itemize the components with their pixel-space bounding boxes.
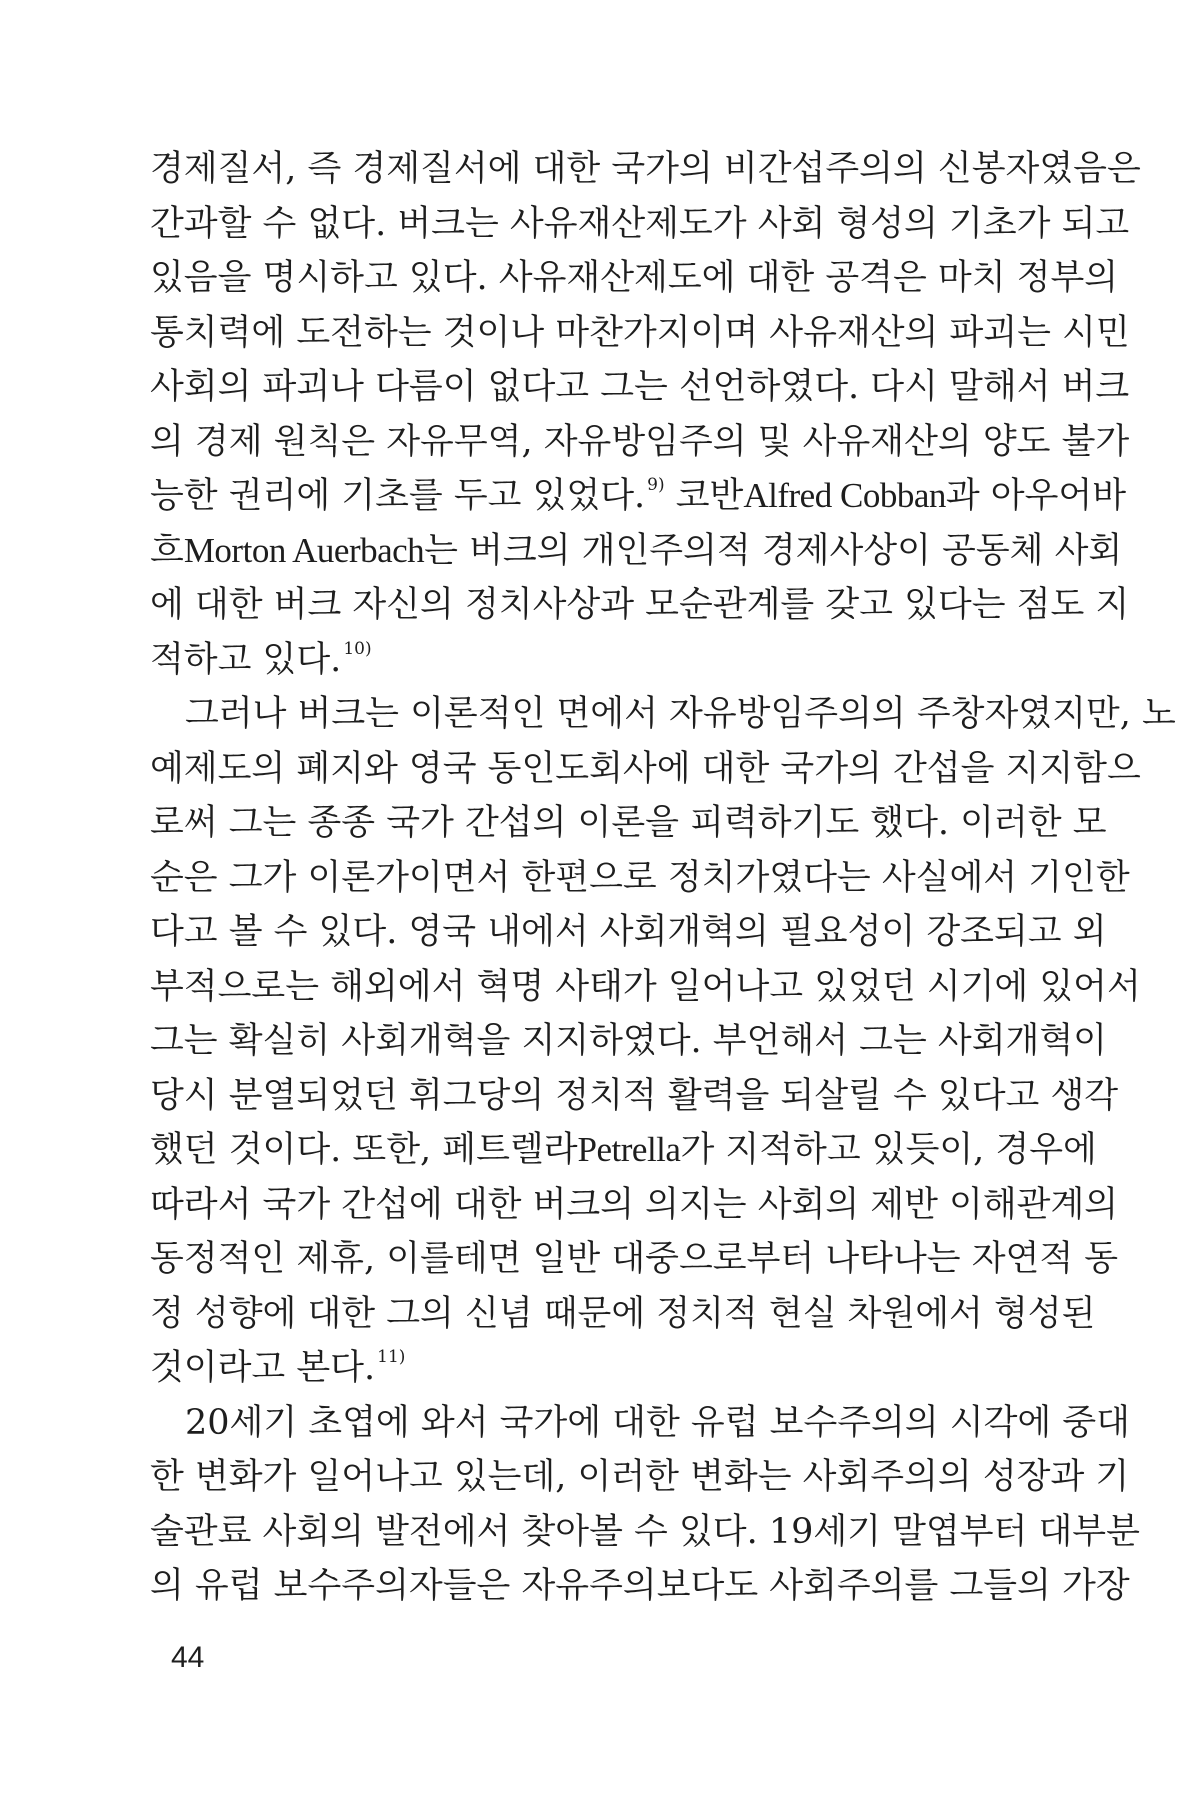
text-segment: 적하고 있다. — [150, 639, 342, 680]
text-line: 따라서 국가 간섭에 대한 버크의 의지는 사회의 제반 이해관계의 — [150, 1184, 1119, 1225]
text-segment: 가 지적하고 있듯이, 경우에 — [680, 1130, 1097, 1170]
text-line: 그러나 버크는 이론적인 면에서 자유방임주의의 주창자였지만, 노 — [185, 694, 1176, 734]
text-line: 20세기 초엽에 와서 국가에 대한 유럽 보수주의의 시각에 중대 — [185, 1402, 1130, 1443]
text-line: 당시 분열되었던 휘그당의 정치적 활력을 되살릴 수 있다고 생각 — [150, 1075, 1119, 1116]
text-line: 그는 확실히 사회개혁을 지지하였다. 부언해서 그는 사회개혁이 — [150, 1021, 1107, 1061]
text-line: 예제도의 폐지와 영국 동인도회사에 대한 국가의 간섭을 지지함으 — [150, 748, 1141, 789]
page-number: 44 — [171, 1641, 205, 1674]
text-segment: 과 아우어바 — [945, 476, 1127, 516]
paragraph-1 — [150, 142, 1141, 687]
text-line: 다고 볼 수 있다. 영국 내에서 사회개혁의 필요성이 강조되고 외 — [150, 912, 1107, 952]
text-line: 있음을 명시하고 있다. 사유재산제도에 대한 공격은 마치 정부의 — [150, 258, 1119, 298]
foreign-name: Morton Auerbach — [183, 530, 425, 570]
text-line: 정 성향에 대한 그의 신념 때문에 정치적 현실 차원에서 형성된 — [150, 1293, 1096, 1334]
paragraph-3 — [150, 1396, 1140, 1614]
text-line — [150, 469, 1127, 524]
text-line: 간과할 수 없다. 버크는 사유재산제도가 사회 형성의 기초가 되고 — [150, 203, 1130, 244]
text-line: 에 대한 버크 자신의 정치사상과 모순관계를 갖고 있다는 점도 지 — [150, 585, 1130, 625]
text-line: 의 유럽 보수주의자들은 자유주의보다도 사회주의를 그들의 가장 — [150, 1566, 1130, 1606]
footnote-ref-10: 10) — [343, 638, 372, 659]
text-line — [150, 1123, 1097, 1178]
text-line: 의 경제 원칙은 자유무역, 자유방임주의 및 사유재산의 양도 불가 — [150, 421, 1130, 462]
text-line: 경제질서, 즉 경제질서에 대한 국가의 비간섭주의의 신봉자였음은 — [150, 149, 1141, 189]
text-segment: 했던 것이다. 또한, 페트렐라 — [150, 1130, 578, 1170]
foreign-name: Alfred Cobban — [743, 476, 946, 515]
text-line: 부적으로는 해외에서 혁명 사태가 일어나고 있었던 시기에 있어서 — [150, 966, 1141, 1007]
text-line: 술관료 사회의 발전에서 찾아볼 수 있다. 19세기 말엽부터 대부분 — [150, 1511, 1140, 1552]
body-text — [150, 142, 1176, 1614]
text-line — [150, 633, 1050, 688]
text-line — [150, 1341, 1050, 1396]
text-segment: 능한 권리에 기초를 두고 있었다. — [150, 476, 646, 516]
paragraph-2 — [150, 687, 1176, 1396]
text-segment: 흐 — [150, 530, 184, 571]
foreign-name: Petrella — [577, 1130, 681, 1169]
text-segment: 것이라고 본다. — [150, 1348, 376, 1388]
text-line: 동정적인 제휴, 이를테면 일반 대중으로부터 나타나는 자연적 동 — [150, 1239, 1119, 1279]
text-line — [150, 524, 1123, 579]
text-line: 한 변화가 일어나고 있는데, 이러한 변화는 사회주의의 성장과 기 — [150, 1457, 1130, 1497]
text-line: 순은 그가 이론가이면서 한편으로 정치가였다는 사실에서 기인한 — [150, 857, 1130, 898]
text-line: 사회의 파괴나 다름이 없다고 그는 선언하였다. 다시 말해서 버크 — [150, 367, 1130, 407]
text-line: 로써 그는 종종 국가 간섭의 이론을 피력하기도 했다. 이러한 모 — [150, 803, 1107, 843]
text-segment: 는 버크의 개인주의적 경제사상이 공동체 사회 — [424, 530, 1123, 571]
footnote-ref-11: 11) — [377, 1347, 406, 1367]
footnote-ref-9: 9) — [647, 475, 665, 495]
text-line: 통치력에 도전하는 것이나 마찬가지이며 사유재산의 파괴는 시민 — [150, 312, 1130, 353]
text-segment: 코반 — [664, 476, 744, 516]
